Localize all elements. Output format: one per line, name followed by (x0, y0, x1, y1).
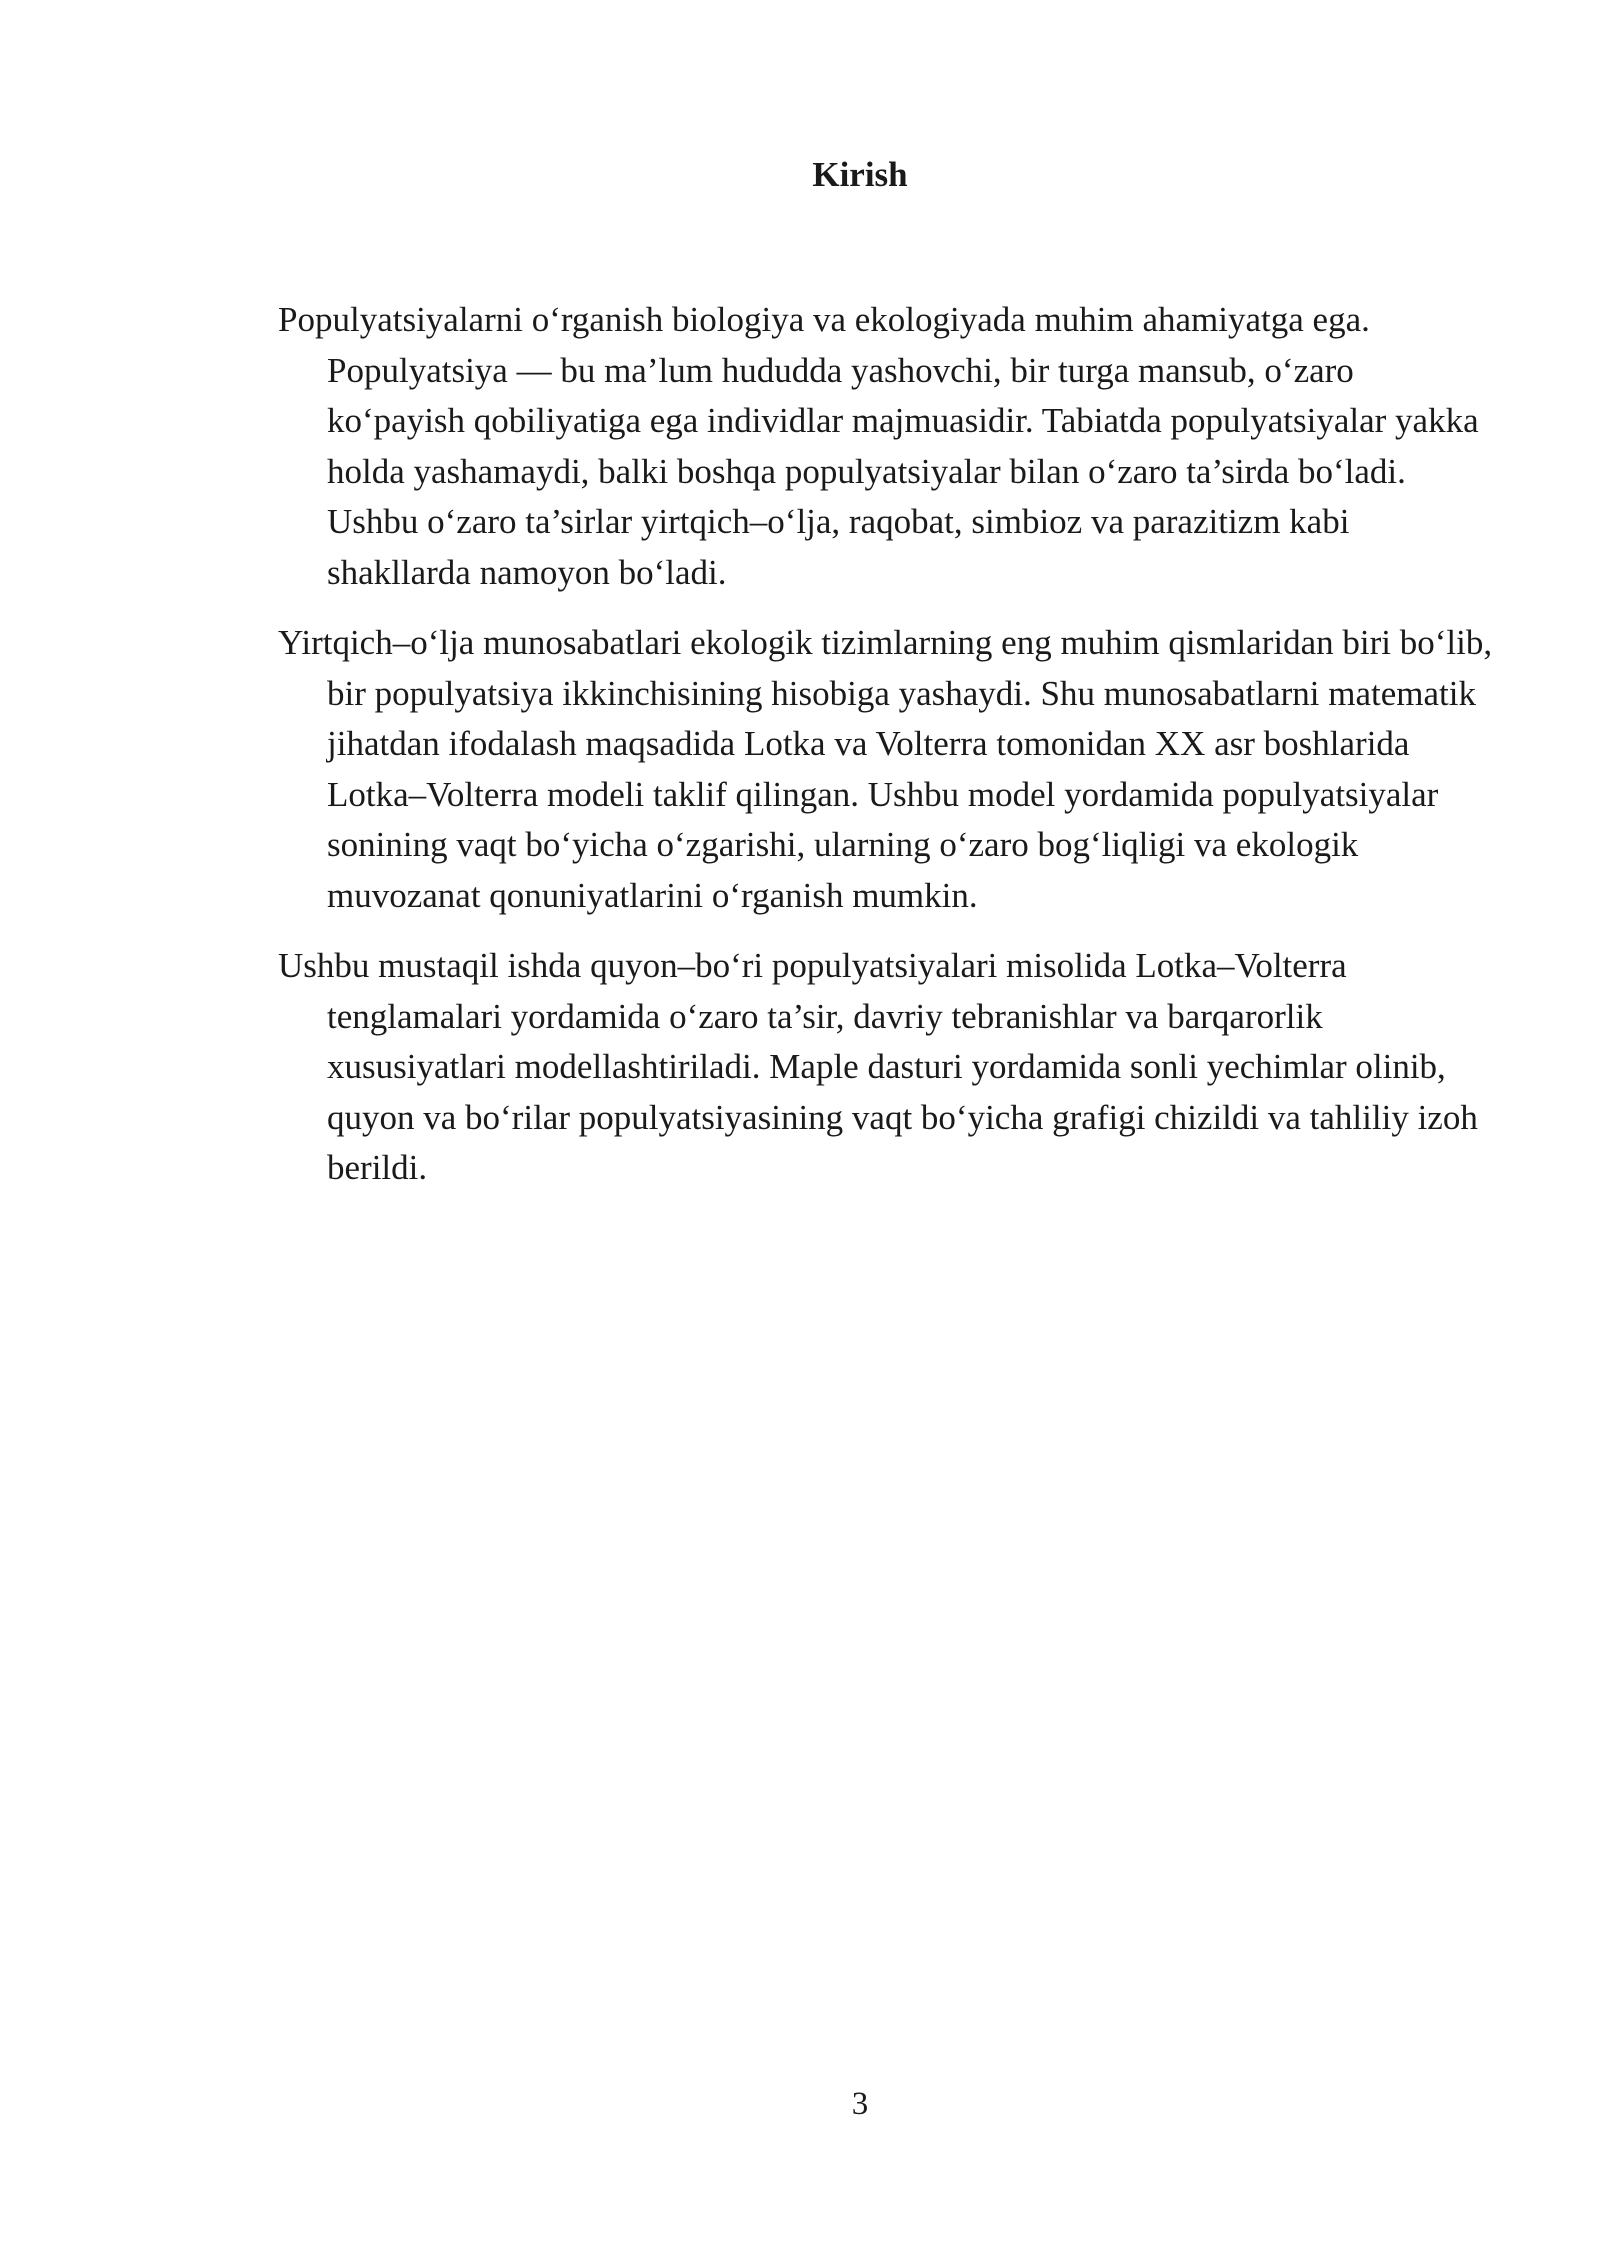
body-text (278, 295, 1493, 1214)
page-number: 3 (851, 2086, 869, 2122)
section-title: Kirish (812, 155, 908, 194)
paragraph-objective: Ushbu mustaqil ishda quyon–bo‘ri populyatsiyalari misolida Lotka–Volterra tenglamalari yordamida o‘zaro ta’sir, davriy tebranishlar va barqarorlik xususiyatlari modellashtiriladi. Maple dasturi yordamida sonli yechimlar olinib, quyon va bo‘rilar populyatsiyasining vaqt bo‘yicha grafigi chizildi va tahliliy izoh berildi. (278, 946, 1478, 1187)
paragraph-predator-prey: Yirtqich–o‘lja munosabatlari ekologik tizimlarning eng muhim qismlaridan biri bo‘lib, bir populyatsiya ikkinchisining hisobiga yashaydi. Shu munosabatlarni matematik jihatdan ifodalash maqsadida Lotka va Volterra tomonidan XX asr boshlarida Lotka–Volterra modeli taklif qilingan. Ushbu model yordamida populyatsiyalar sonining vaqt bo‘yicha o‘zgarishi, ularning o‘zaro bog‘liqligi va ekologik muvozanat qonuniyatlarini o‘rganish mumkin. (278, 623, 1493, 915)
paragraph-intro: Populyatsiyalarni o‘rganish biologiya va ekologiyada muhim ahamiyatga ega. Populyatsiya — bu ma’lum hududda yashovchi, bir turga mansub, o‘zaro ko‘payish qobiliyatiga ega individlar majmuasidir. Tabiatda populyatsiyalar yakka holda yashamaydi, balki boshqa populyatsiyalar bilan o‘zaro ta’sirda bo‘ladi. Ushbu o‘zaro ta’sirlar yirtqich–o‘lja, raqobat, simbioz va parazitizm kabi shakllarda namoyon bo‘ladi. (278, 300, 1479, 592)
